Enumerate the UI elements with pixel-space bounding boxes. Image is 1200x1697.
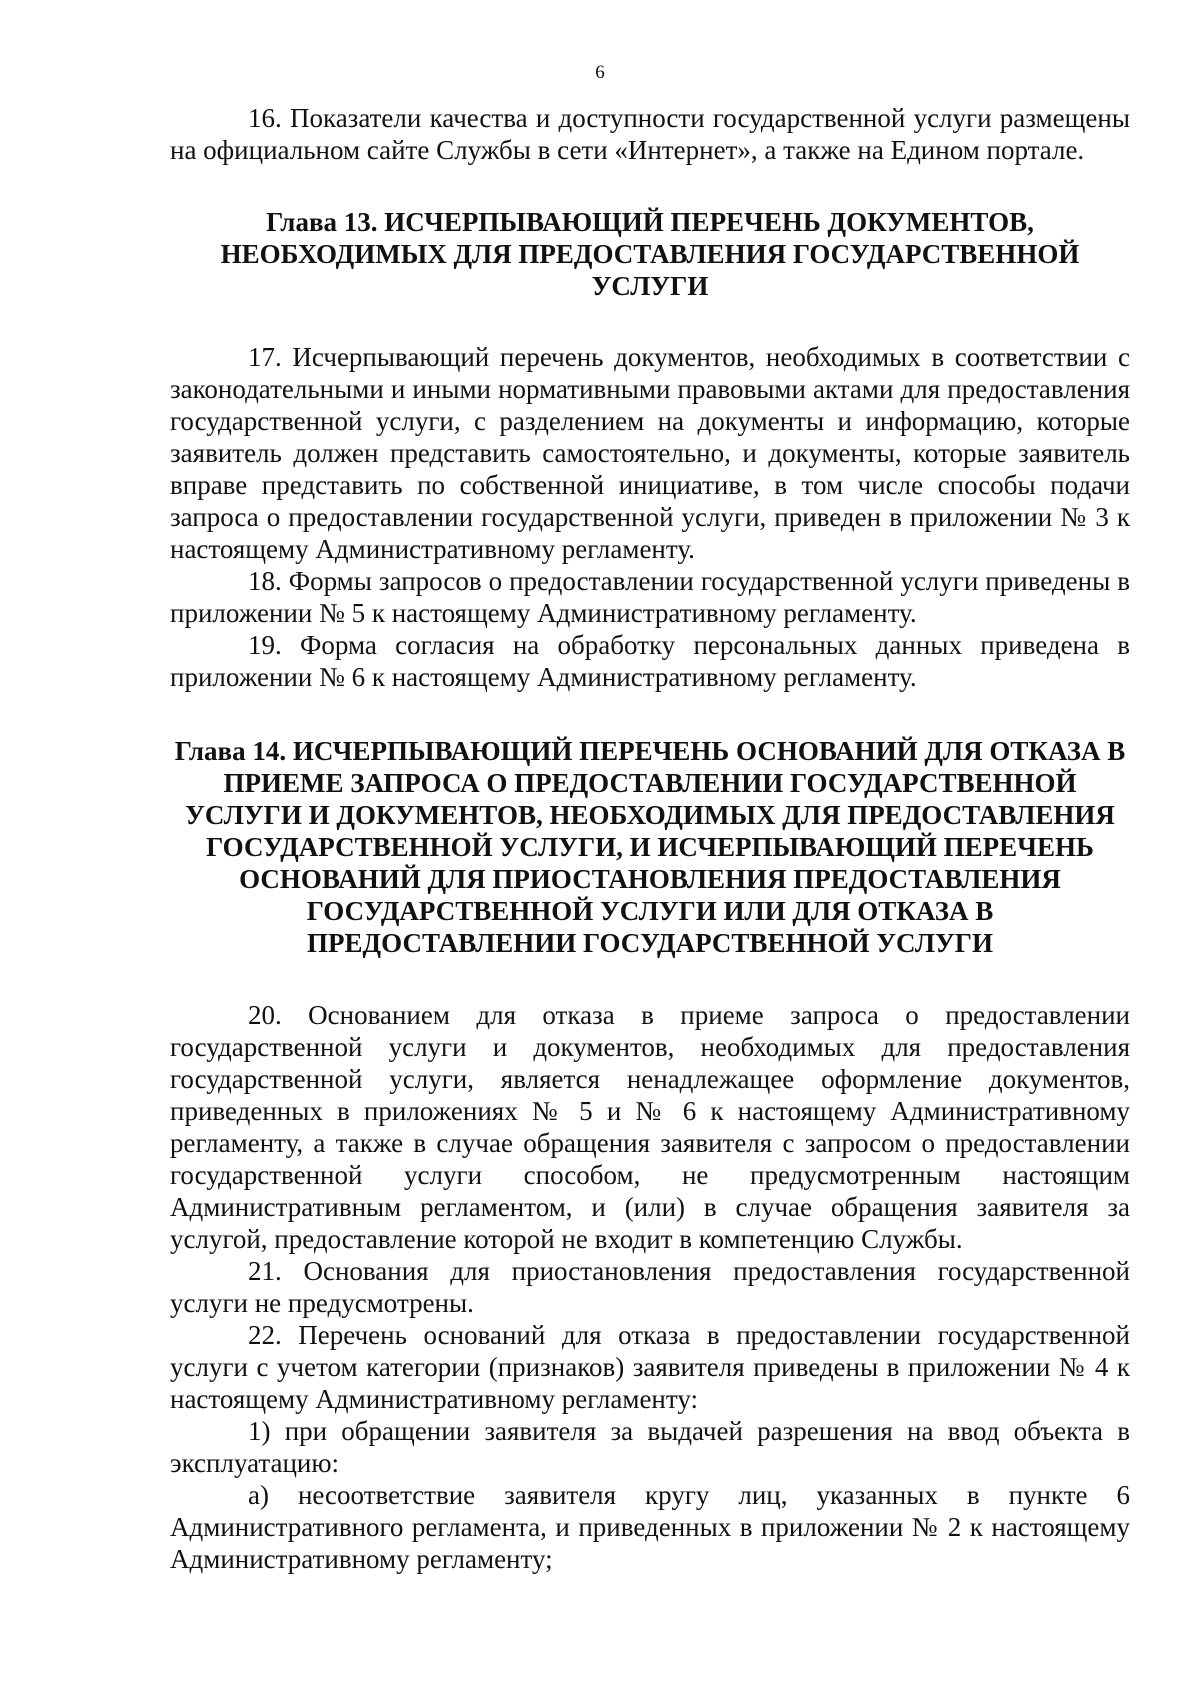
paragraph-22-item-1a: а) несоответствие заявителя кругу лиц, указанных в пункте 6 Административного регламента, и приведенных в приложении № 2 к настоящему Административному регламенту; [170,1480,1130,1574]
chapter-13-heading: Глава 13. ИСЧЕРПЫВАЮЩИЙ ПЕРЕЧЕНЬ ДОКУМЕНТОВ, НЕОБХОДИМЫХ ДЛЯ ПРЕДОСТАВЛЕНИЯ ГОСУДАРСТВЕННОЙ УСЛУГИ [220,207,1080,301]
paragraph-22: 22. Перечень оснований для отказа в предоставлении государственной услуги с учетом категории (признаков) заявителя приведены в приложении № 4 к настоящему Административному регламенту: [170,1320,1130,1414]
paragraph-16: 16. Показатели качества и доступности государственной услуги размещены на официальном сайте Службы в сети «Интернет», а также на Едином портале. [170,103,1130,165]
paragraph-18: 18. Формы запросов о предоставлении государственной услуги приведены в приложении № 5 к настоящему Административному регламенту. [170,566,1130,628]
paragraph-22-item-1: 1) при обращении заявителя за выдачей разрешения на ввод объекта в эксплуатацию: [170,1416,1130,1478]
paragraph-17: 17. Исчерпывающий перечень документов, необходимых в соответствии с законодательными и иными нормативными правовыми актами для предоставления государственной услуги, с разделением на документы и информацию, которые заявитель должен представить самостоятельно, и документы, которые заявитель вправе представить по собственной инициативе, в том числе способы подачи запроса о предоставлении государственной услуги, приведен в приложении № 3 к настоящему Административному регламенту. [170,342,1130,564]
paragraph-20: 20. Основанием для отказа в приеме запроса о предоставлении государственной услуги и документов, необходимых для предоставления государственной услуги, является ненадлежащее оформление документов, приведенных в приложениях № 5 и № 6 к настоящему Административному регламенту, а также в случае обращения заявителя с запросом о предоставлении государственной услуги способом, не предусмотренным настоящим Административным регламентом, и (или) в случае обращения заявителя за услугой, предоставление которой не входит в компетенцию Службы. [170,1000,1130,1254]
document-body [170,102,1130,1575]
paragraph-19: 19. Форма согласия на обработку персональных данных приведена в приложении № 6 к настоящему Административному регламенту. [170,630,1130,692]
page-number: 6 [595,62,605,83]
chapter-14-heading: Глава 14. ИСЧЕРПЫВАЮЩИЙ ПЕРЕЧЕНЬ ОСНОВАНИЙ ДЛЯ ОТКАЗА В ПРИЕМЕ ЗАПРОСА О ПРЕДОСТАВЛЕНИИ ГОСУДАРСТВЕННОЙ УСЛУГИ И ДОКУМЕНТОВ, НЕОБХОДИМЫХ ДЛЯ ПРЕДОСТАВЛЕНИЯ ГОСУДАРСТВЕННОЙ УСЛУГИ, И ИСЧЕРПЫВАЮЩИЙ ПЕРЕЧЕНЬ ОСНОВАНИЙ ДЛЯ ПРИОСТАНОВЛЕНИЯ ПРЕДОСТАВЛЕНИЯ ГОСУДАРСТВЕННОЙ УСЛУГИ ИЛИ ДЛЯ ОТКАЗА В ПРЕДОСТАВЛЕНИИ ГОСУДАРСТВЕННОЙ УСЛУГИ [174,736,1126,958]
paragraph-21: 21. Основания для приостановления предоставления государственной услуги не предусмотрены. [170,1256,1130,1318]
